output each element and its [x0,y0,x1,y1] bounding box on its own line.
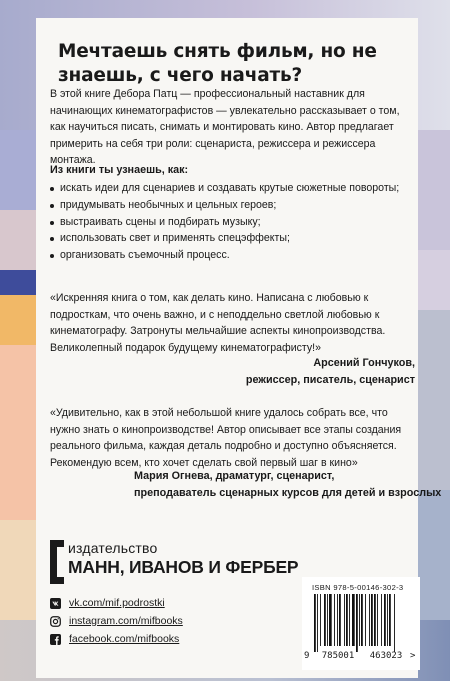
background-wash-left [0,295,40,345]
background-wash-left [0,130,40,210]
list-item: придумывать необычных и цельных героев; [50,197,410,214]
instagram-icon [50,616,61,627]
review-quote-2: «Удивительно, как в этой небольшой книге удалось собрать все, что нужно знать о кинопроизводстве! Автор описывает все этапы создания реального фильма, каждая деталь подробно и доступно объясняется. Рекомендую всем, кто хочет сделать свой первый шаг в кино» [50,407,402,469]
social-link-instagram[interactable] [50,615,183,627]
isbn-label: ISBN 978-5-00146-302-3 [312,583,404,592]
publisher-prefix: издательство [68,540,158,556]
vk-icon [50,598,61,609]
social-link-text[interactable]: facebook.com/mifbooks [69,633,180,645]
background-wash-left [0,345,40,520]
list-item: искать идеи для сценариев и создавать крутые сюжетные повороты; [50,180,410,197]
barcode-digit-lead: 9 [304,651,310,661]
review-quote-1: «Искренняя книга о том, как делать кино. Написана с любовью к подросткам, что очень важно, и с неподдельно светлой любовью к кинематографу. Затронуты мельчайшие аспекты кинопроизводства. Великолепный подарок будущему кинематографисту!» [50,292,386,354]
learn-list-heading: Из книги ты узнаешь, как: [50,164,189,176]
barcode-block [302,577,420,670]
barcode-icon [310,594,414,652]
list-item: выстраивать сцены и подбирать музыку; [50,214,410,231]
barcode-digits [304,651,418,661]
barcode-digits-left: 785001 [321,651,355,661]
list-item: использовать свет и применять спецэффекты; [50,230,410,247]
publisher-logo-bracket [50,540,64,584]
background-wash-left [0,270,40,295]
facebook-icon [50,634,61,645]
social-link-text[interactable]: instagram.com/mifbooks [69,615,183,627]
social-link-text[interactable]: vk.com/mif.podrostki [69,597,165,609]
review-1-author: Арсений Гончуков, [313,357,415,369]
review-2-author: Мария Огнева, драматург, сценарист, [134,470,335,482]
barcode-digit-trail: > [410,651,416,661]
social-link-facebook[interactable] [50,633,179,645]
social-link-vk[interactable] [50,597,165,609]
review-1-author-role: режиссер, писатель, сценарист [245,374,415,386]
review-2-author-role: преподаватель сценарных курсов для детей и взрослых [134,487,442,499]
list-item: организовать съемочный процесс. [50,247,410,264]
background-wash-left [0,210,40,270]
headline: Мечтаешь снять фильм, но не знаешь, с чего начать? [58,41,377,86]
learn-list [50,180,410,264]
barcode-digits-right: 463023 [369,651,403,661]
publisher-name: МАНН, ИВАНОВ И ФЕРБЕР [68,557,299,577]
intro-paragraph: В этой книге Дебора Патц — профессиональный наставник для начинающих кинематографистов — увлекательно рассказывает о том, как научиться писать, снимать и монтировать кино. Автор предлагает примерить на себя три роли: сценариста, режиссера и режиссера монтажа. [50,88,400,166]
